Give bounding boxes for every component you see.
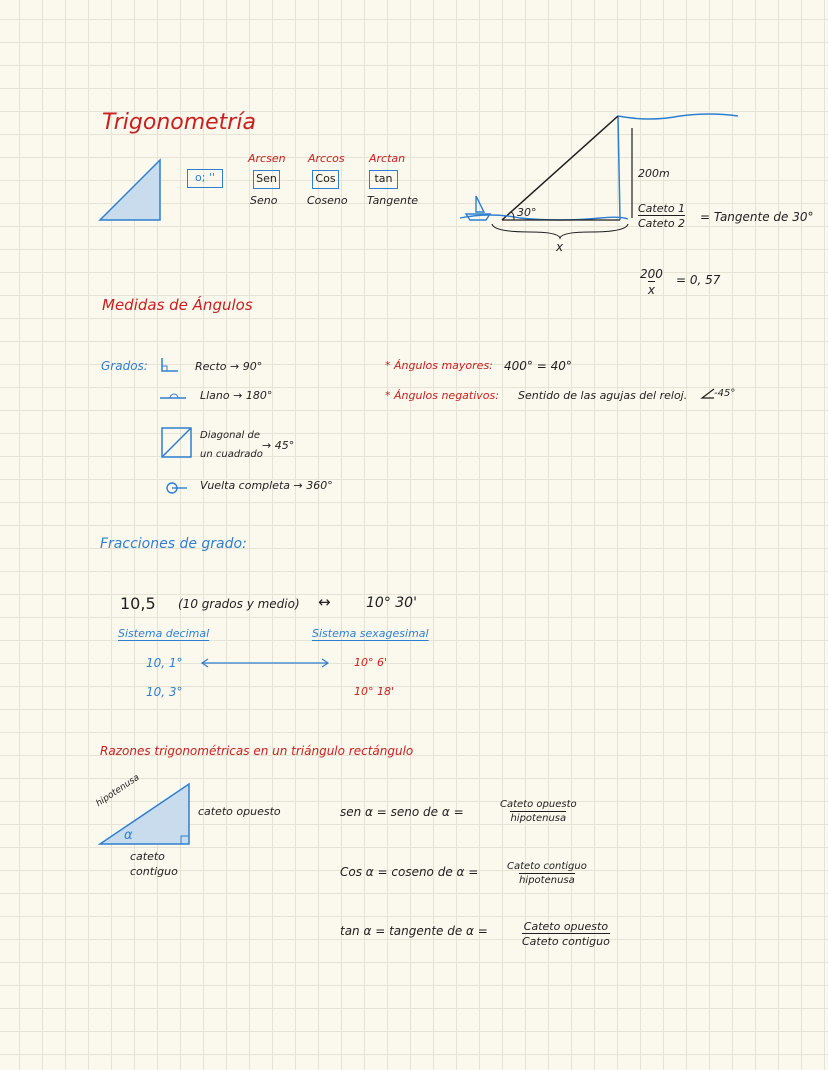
full-turn-icon bbox=[166, 482, 188, 494]
adjacent-label-1: cateto bbox=[130, 850, 165, 863]
decimal-system-label: Sistema decimal bbox=[118, 627, 210, 640]
ratio-cateto-fraction bbox=[638, 203, 685, 229]
recto-text: Recto → 90° bbox=[195, 360, 263, 373]
formula-tan-fraction bbox=[522, 921, 610, 947]
arcsen-label: Arcsen bbox=[248, 152, 286, 165]
angle-30-label: 30° bbox=[517, 206, 537, 219]
tan-key: tan bbox=[369, 170, 398, 189]
cliff-diagram bbox=[450, 108, 750, 248]
ratio-numerator: Cateto 1 bbox=[638, 202, 686, 215]
tangente-label: Tangente bbox=[367, 194, 419, 207]
conversion-arrow bbox=[200, 658, 330, 668]
calc-denominator: x bbox=[647, 282, 655, 297]
sexagesimal-row-1: 10° 6' bbox=[354, 656, 388, 669]
diagonal-value: → 45° bbox=[262, 439, 295, 452]
formula-tan-numerator: Cateto opuesto bbox=[523, 920, 609, 933]
formula-cos-fraction bbox=[507, 862, 587, 886]
dms-key: o; '' bbox=[187, 169, 223, 188]
double-arrow: ↔ bbox=[318, 593, 331, 611]
note-negativos-label: * Ángulos negativos: bbox=[385, 389, 499, 402]
diagonal-text-2: un cuadrado bbox=[200, 449, 263, 460]
right-angle-icon bbox=[160, 357, 180, 373]
decimal-row-1: 10, 1° bbox=[146, 656, 183, 670]
sen-key: Sen bbox=[253, 170, 280, 189]
page-title: Trigonometría bbox=[102, 110, 256, 135]
diagonal-text-1: Diagonal de bbox=[200, 430, 260, 441]
formula-sen-numerator: Cateto opuesto bbox=[500, 799, 577, 810]
calc-numerator: 200 bbox=[640, 267, 663, 281]
formula-cos-lhs: Cos α = coseno de α = bbox=[340, 865, 479, 879]
note-mayores-label: * Ángulos mayores: bbox=[385, 359, 493, 372]
formula-sen-lhs: sen α = seno de α = bbox=[340, 805, 464, 819]
alpha-label: α bbox=[124, 828, 133, 843]
main-decimal-value: 10,5 bbox=[120, 594, 156, 613]
seno-label: Seno bbox=[250, 194, 278, 207]
decimal-row-2: 10, 3° bbox=[146, 685, 183, 699]
square-diagonal-icon bbox=[161, 427, 193, 459]
formula-cos-denominator: hipotenusa bbox=[519, 874, 575, 886]
ratio-result: = Tangente de 30° bbox=[700, 210, 814, 224]
sexagesimal-system-label: Sistema sexagesimal bbox=[312, 627, 429, 640]
ratio-denominator: Cateto 2 bbox=[638, 216, 686, 230]
angles-heading: Medidas de Ángulos bbox=[102, 296, 253, 314]
arctan-label: Arctan bbox=[369, 152, 406, 165]
hypotenuse-label: hipotenusa bbox=[94, 772, 142, 809]
note-negativos-extra: -45° bbox=[714, 388, 736, 399]
note-negativos-text: Sentido de las agujas del reloj. bbox=[518, 389, 688, 402]
cos-key: Cos bbox=[312, 170, 339, 189]
base-x-label: x bbox=[556, 240, 564, 254]
formula-sen-denominator: hipotenusa bbox=[510, 812, 567, 824]
adjacent-label-2: contiguo bbox=[130, 865, 178, 878]
formula-tan-lhs: tan α = tangente de α = bbox=[340, 924, 488, 938]
fractions-heading: Fracciones de grado: bbox=[100, 536, 247, 552]
ratios-heading: Razones trigonométricas en un triángulo rectángulo bbox=[100, 744, 414, 758]
height-label: 200m bbox=[638, 167, 670, 180]
arccos-label: Arccos bbox=[308, 152, 345, 165]
llano-text: Llano → 180° bbox=[200, 389, 273, 402]
calc-fraction bbox=[640, 268, 663, 296]
main-decimal-note: (10 grados y medio) bbox=[178, 597, 300, 611]
main-sexagesimal-value: 10° 30' bbox=[366, 595, 417, 611]
straight-angle-icon bbox=[160, 390, 186, 400]
triangle-icon bbox=[98, 158, 168, 228]
vuelta-text: Vuelta completa → 360° bbox=[200, 479, 333, 492]
sexagesimal-row-2: 10° 18' bbox=[354, 685, 395, 698]
formula-sen-fraction bbox=[500, 800, 577, 824]
opposite-label: cateto opuesto bbox=[198, 805, 281, 818]
note-mayores-text: 400° = 40° bbox=[504, 359, 572, 373]
coseno-label: Coseno bbox=[307, 194, 348, 207]
calc-result: = 0, 57 bbox=[676, 273, 721, 287]
grados-label: Grados: bbox=[101, 359, 148, 373]
formula-cos-numerator: Cateto contiguo bbox=[507, 861, 587, 872]
formula-tan-denominator: Cateto contiguo bbox=[522, 934, 610, 948]
